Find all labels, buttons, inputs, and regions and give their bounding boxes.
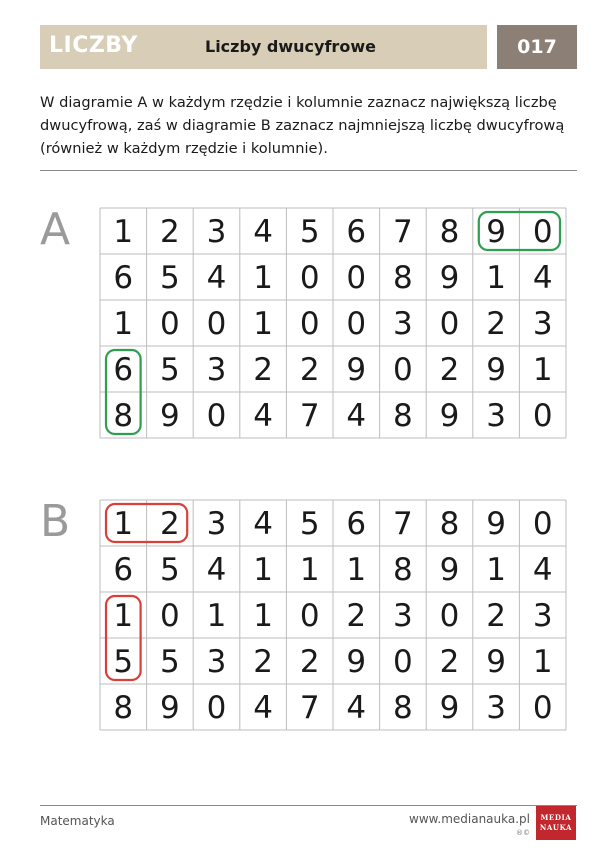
grid-cell-digit[interactable]: 0: [299, 306, 320, 342]
diagram-b-grid: [100, 500, 566, 730]
grid-cell-digit[interactable]: 3: [486, 690, 506, 726]
grid-cell-digit[interactable]: 1: [486, 552, 506, 588]
grid-cell-digit[interactable]: 8: [113, 398, 134, 434]
diagram-a-grid: [100, 208, 566, 438]
grid-cell-digit[interactable]: 2: [486, 598, 506, 634]
grid-cell-digit[interactable]: 7: [393, 214, 413, 250]
grid-cell-digit[interactable]: 5: [299, 214, 320, 250]
grid-cell-digit[interactable]: 7: [299, 690, 320, 726]
grid-cell-digit[interactable]: 0: [439, 598, 460, 634]
grid-cell-digit[interactable]: 8: [393, 398, 413, 434]
grid-cell-digit[interactable]: 5: [160, 552, 180, 588]
grid-cell-digit[interactable]: 3: [393, 598, 413, 634]
grid-cell-digit[interactable]: 0: [532, 398, 553, 434]
grid-cell-digit[interactable]: 9: [439, 690, 460, 726]
grid-cell-digit[interactable]: 9: [346, 352, 367, 388]
grid-cell-digit[interactable]: 3: [206, 506, 227, 542]
grid-cell-digit[interactable]: 0: [532, 690, 553, 726]
grid-cell-digit[interactable]: 1: [532, 352, 553, 388]
grid-cell-digit[interactable]: 1: [486, 260, 506, 296]
grid-cell-digit[interactable]: 0: [532, 506, 553, 542]
grid-cell-digit[interactable]: 0: [299, 598, 320, 634]
grid-cell-digit[interactable]: 4: [346, 690, 367, 726]
grid-cell-digit[interactable]: 4: [253, 214, 273, 250]
grid-cell-digit[interactable]: 8: [439, 506, 460, 542]
grid-cell-digit[interactable]: 9: [160, 690, 180, 726]
grid-cell-digit[interactable]: 9: [346, 644, 367, 680]
grid-cell-digit[interactable]: 0: [346, 260, 367, 296]
grid-cell-digit[interactable]: 6: [113, 260, 134, 296]
grid-cell-digit[interactable]: 4: [253, 506, 273, 542]
grid-cell-digit[interactable]: 1: [113, 306, 134, 342]
grid-cell-digit[interactable]: 1: [346, 552, 367, 588]
grid-cell-digit[interactable]: 2: [253, 352, 273, 388]
grid-cell-digit[interactable]: 1: [253, 598, 273, 634]
grid-cell-digit[interactable]: 2: [299, 352, 320, 388]
grid-cell-digit[interactable]: 9: [486, 352, 506, 388]
grid-cell-digit[interactable]: 2: [439, 644, 460, 680]
grid-cell-digit[interactable]: 4: [253, 690, 273, 726]
grid-cell-digit[interactable]: 5: [160, 644, 180, 680]
grid-cell-digit[interactable]: 0: [299, 260, 320, 296]
grid-cell-digit[interactable]: 4: [206, 260, 227, 296]
diagram-b-label: B: [40, 496, 71, 547]
grid-cell-digit[interactable]: 0: [393, 352, 413, 388]
grid-cell-digit[interactable]: 9: [486, 506, 506, 542]
footer-website-link[interactable]: www.medianauka.pl: [409, 812, 530, 826]
grid-cell-digit[interactable]: 0: [206, 690, 227, 726]
grid-cell-digit[interactable]: 4: [532, 260, 553, 296]
grid-cell-digit[interactable]: 5: [299, 506, 320, 542]
grid-cell-digit[interactable]: 1: [113, 506, 134, 542]
grid-cell-digit[interactable]: 2: [160, 506, 180, 542]
grid-cell-digit[interactable]: 2: [486, 306, 506, 342]
grid-cell-digit[interactable]: 7: [393, 506, 413, 542]
grid-cell-digit[interactable]: 5: [160, 260, 180, 296]
grid-cell-digit[interactable]: 3: [206, 214, 227, 250]
grid-cell-digit[interactable]: 3: [532, 306, 553, 342]
grid-cell-digit[interactable]: 6: [346, 506, 367, 542]
grid-cell-digit[interactable]: 7: [299, 398, 320, 434]
divider-top: [40, 170, 577, 171]
logo-line-1: MEDIA: [540, 813, 572, 822]
grid-cell-digit[interactable]: 0: [439, 306, 460, 342]
grid-svg: [100, 208, 566, 438]
grid-cell-digit[interactable]: 2: [160, 214, 180, 250]
grid-cell-digit[interactable]: 1: [253, 306, 273, 342]
grid-cell-digit[interactable]: 9: [486, 644, 506, 680]
grid-cell-digit[interactable]: 4: [206, 552, 227, 588]
grid-cell-digit[interactable]: 1: [113, 598, 134, 634]
grid-cell-digit[interactable]: 1: [532, 644, 553, 680]
grid-cell-digit[interactable]: 2: [299, 644, 320, 680]
footer-copyright: ®©: [516, 829, 530, 837]
grid-cell-digit[interactable]: 0: [160, 306, 180, 342]
grid-cell-digit[interactable]: 1: [113, 214, 134, 250]
grid-cell-digit[interactable]: 2: [439, 352, 460, 388]
grid-cell-digit[interactable]: 8: [439, 214, 460, 250]
grid-cell-digit[interactable]: 1: [253, 552, 273, 588]
grid-cell-digit[interactable]: 9: [486, 214, 506, 250]
medianauka-logo: [536, 806, 576, 840]
grid-cell-digit[interactable]: 4: [346, 398, 367, 434]
footer-divider: [40, 805, 577, 806]
header-title: Liczby dwucyfrowe: [205, 37, 376, 56]
footer-subject: Matematyka: [40, 814, 115, 828]
worksheet-number: 017: [497, 25, 577, 69]
grid-cell-digit[interactable]: 8: [113, 690, 134, 726]
grid-cell-digit[interactable]: 8: [393, 552, 413, 588]
grid-cell-digit[interactable]: 4: [532, 552, 553, 588]
grid-cell-digit[interactable]: 1: [253, 260, 273, 296]
grid-cell-digit[interactable]: 8: [393, 260, 413, 296]
grid-cell-digit[interactable]: 0: [160, 598, 180, 634]
grid-cell-digit[interactable]: 2: [253, 644, 273, 680]
grid-cell-digit[interactable]: 4: [253, 398, 273, 434]
grid-cell-digit[interactable]: 5: [113, 644, 134, 680]
grid-cell-digit[interactable]: 6: [346, 214, 367, 250]
grid-cell-digit[interactable]: 0: [393, 644, 413, 680]
grid-cell-digit[interactable]: 3: [532, 598, 553, 634]
grid-cell-digit[interactable]: 9: [439, 552, 460, 588]
grid-svg: [100, 500, 566, 730]
grid-cell-digit[interactable]: 0: [206, 398, 227, 434]
grid-cell-digit[interactable]: 6: [113, 552, 134, 588]
grid-cell-digit[interactable]: 3: [206, 644, 227, 680]
grid-cell-digit[interactable]: 9: [439, 260, 460, 296]
header-subject: LICZBY: [49, 33, 138, 58]
grid-cell-digit[interactable]: 0: [206, 306, 227, 342]
header-bar: [40, 25, 487, 69]
grid-cell-digit[interactable]: 5: [160, 352, 180, 388]
grid-cell-digit[interactable]: 3: [393, 306, 413, 342]
grid-cell-digit[interactable]: 3: [486, 398, 506, 434]
grid-cell-digit[interactable]: 8: [393, 690, 413, 726]
diagram-a-label: A: [40, 204, 71, 255]
grid-cell-digit[interactable]: 9: [439, 398, 460, 434]
instructions: W diagramie A w każdym rzędzie i kolumnie zaznacz największą liczbę dwucyfrową, zaś w diagramie B zaznacz najmniejszą liczbę dwucyfrową (również w każdym rzędzie i kolumnie).: [40, 94, 565, 157]
grid-cell-digit[interactable]: 1: [206, 598, 227, 634]
grid-cell-digit[interactable]: 0: [532, 214, 553, 250]
grid-cell-digit[interactable]: 1: [299, 552, 320, 588]
grid-cell-digit[interactable]: 3: [206, 352, 227, 388]
grid-cell-digit[interactable]: 2: [346, 598, 367, 634]
grid-cell-digit[interactable]: 9: [160, 398, 180, 434]
grid-cell-digit[interactable]: 6: [113, 352, 134, 388]
logo-line-2: NAUKA: [539, 823, 573, 832]
grid-cell-digit[interactable]: 0: [346, 306, 367, 342]
